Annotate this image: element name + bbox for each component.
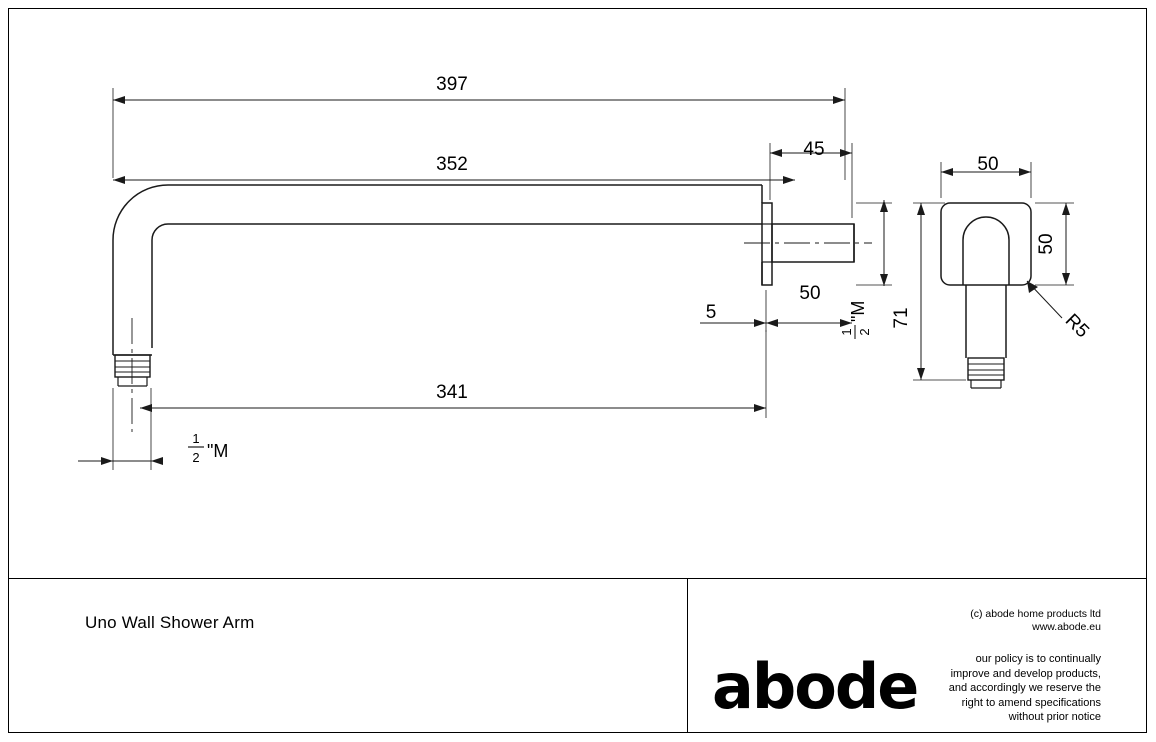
logo-text: abode (712, 650, 918, 723)
dim-outlet-spacing: 50 (799, 283, 821, 304)
dim-arm-to-face: 352 (436, 154, 468, 175)
dim-overall-length: 397 (436, 74, 468, 95)
thread-bottom-numerator: 1 (192, 431, 200, 446)
thread-top-suffix: "M (848, 300, 868, 322)
policy-line-3: and accordingly we reserve the (948, 682, 1101, 694)
policy-line-4: right to amend specifications (961, 696, 1101, 709)
copyright-line-1: (c) abode home products ltd (970, 608, 1101, 620)
dim-flange-projection: 45 (803, 139, 825, 160)
policy-line-1: our policy is to continually (975, 653, 1101, 665)
thread-top-numerator: 1 (839, 328, 854, 336)
policy-line-5: without prior notice (1008, 711, 1101, 723)
thread-top-denominator: 2 (857, 328, 872, 336)
dim-plate-height: 50 (1036, 233, 1057, 255)
thread-bottom-suffix: "M (207, 441, 229, 461)
dim-radius: R5 (1060, 310, 1093, 343)
dim-flange-offset: 5 (705, 302, 717, 323)
dim-plate-width: 50 (977, 154, 999, 175)
policy-line-2: improve and develop products, (950, 667, 1101, 680)
thread-bottom-denominator: 2 (192, 450, 200, 465)
page-title: Uno Wall Shower Arm (85, 613, 255, 632)
dim-bottom-length: 341 (436, 382, 468, 403)
policy-block (841, 652, 1101, 725)
dim-side-height: 71 (891, 307, 912, 329)
website-line: www.abode.eu (1032, 621, 1101, 633)
copyright-block (841, 608, 1101, 634)
